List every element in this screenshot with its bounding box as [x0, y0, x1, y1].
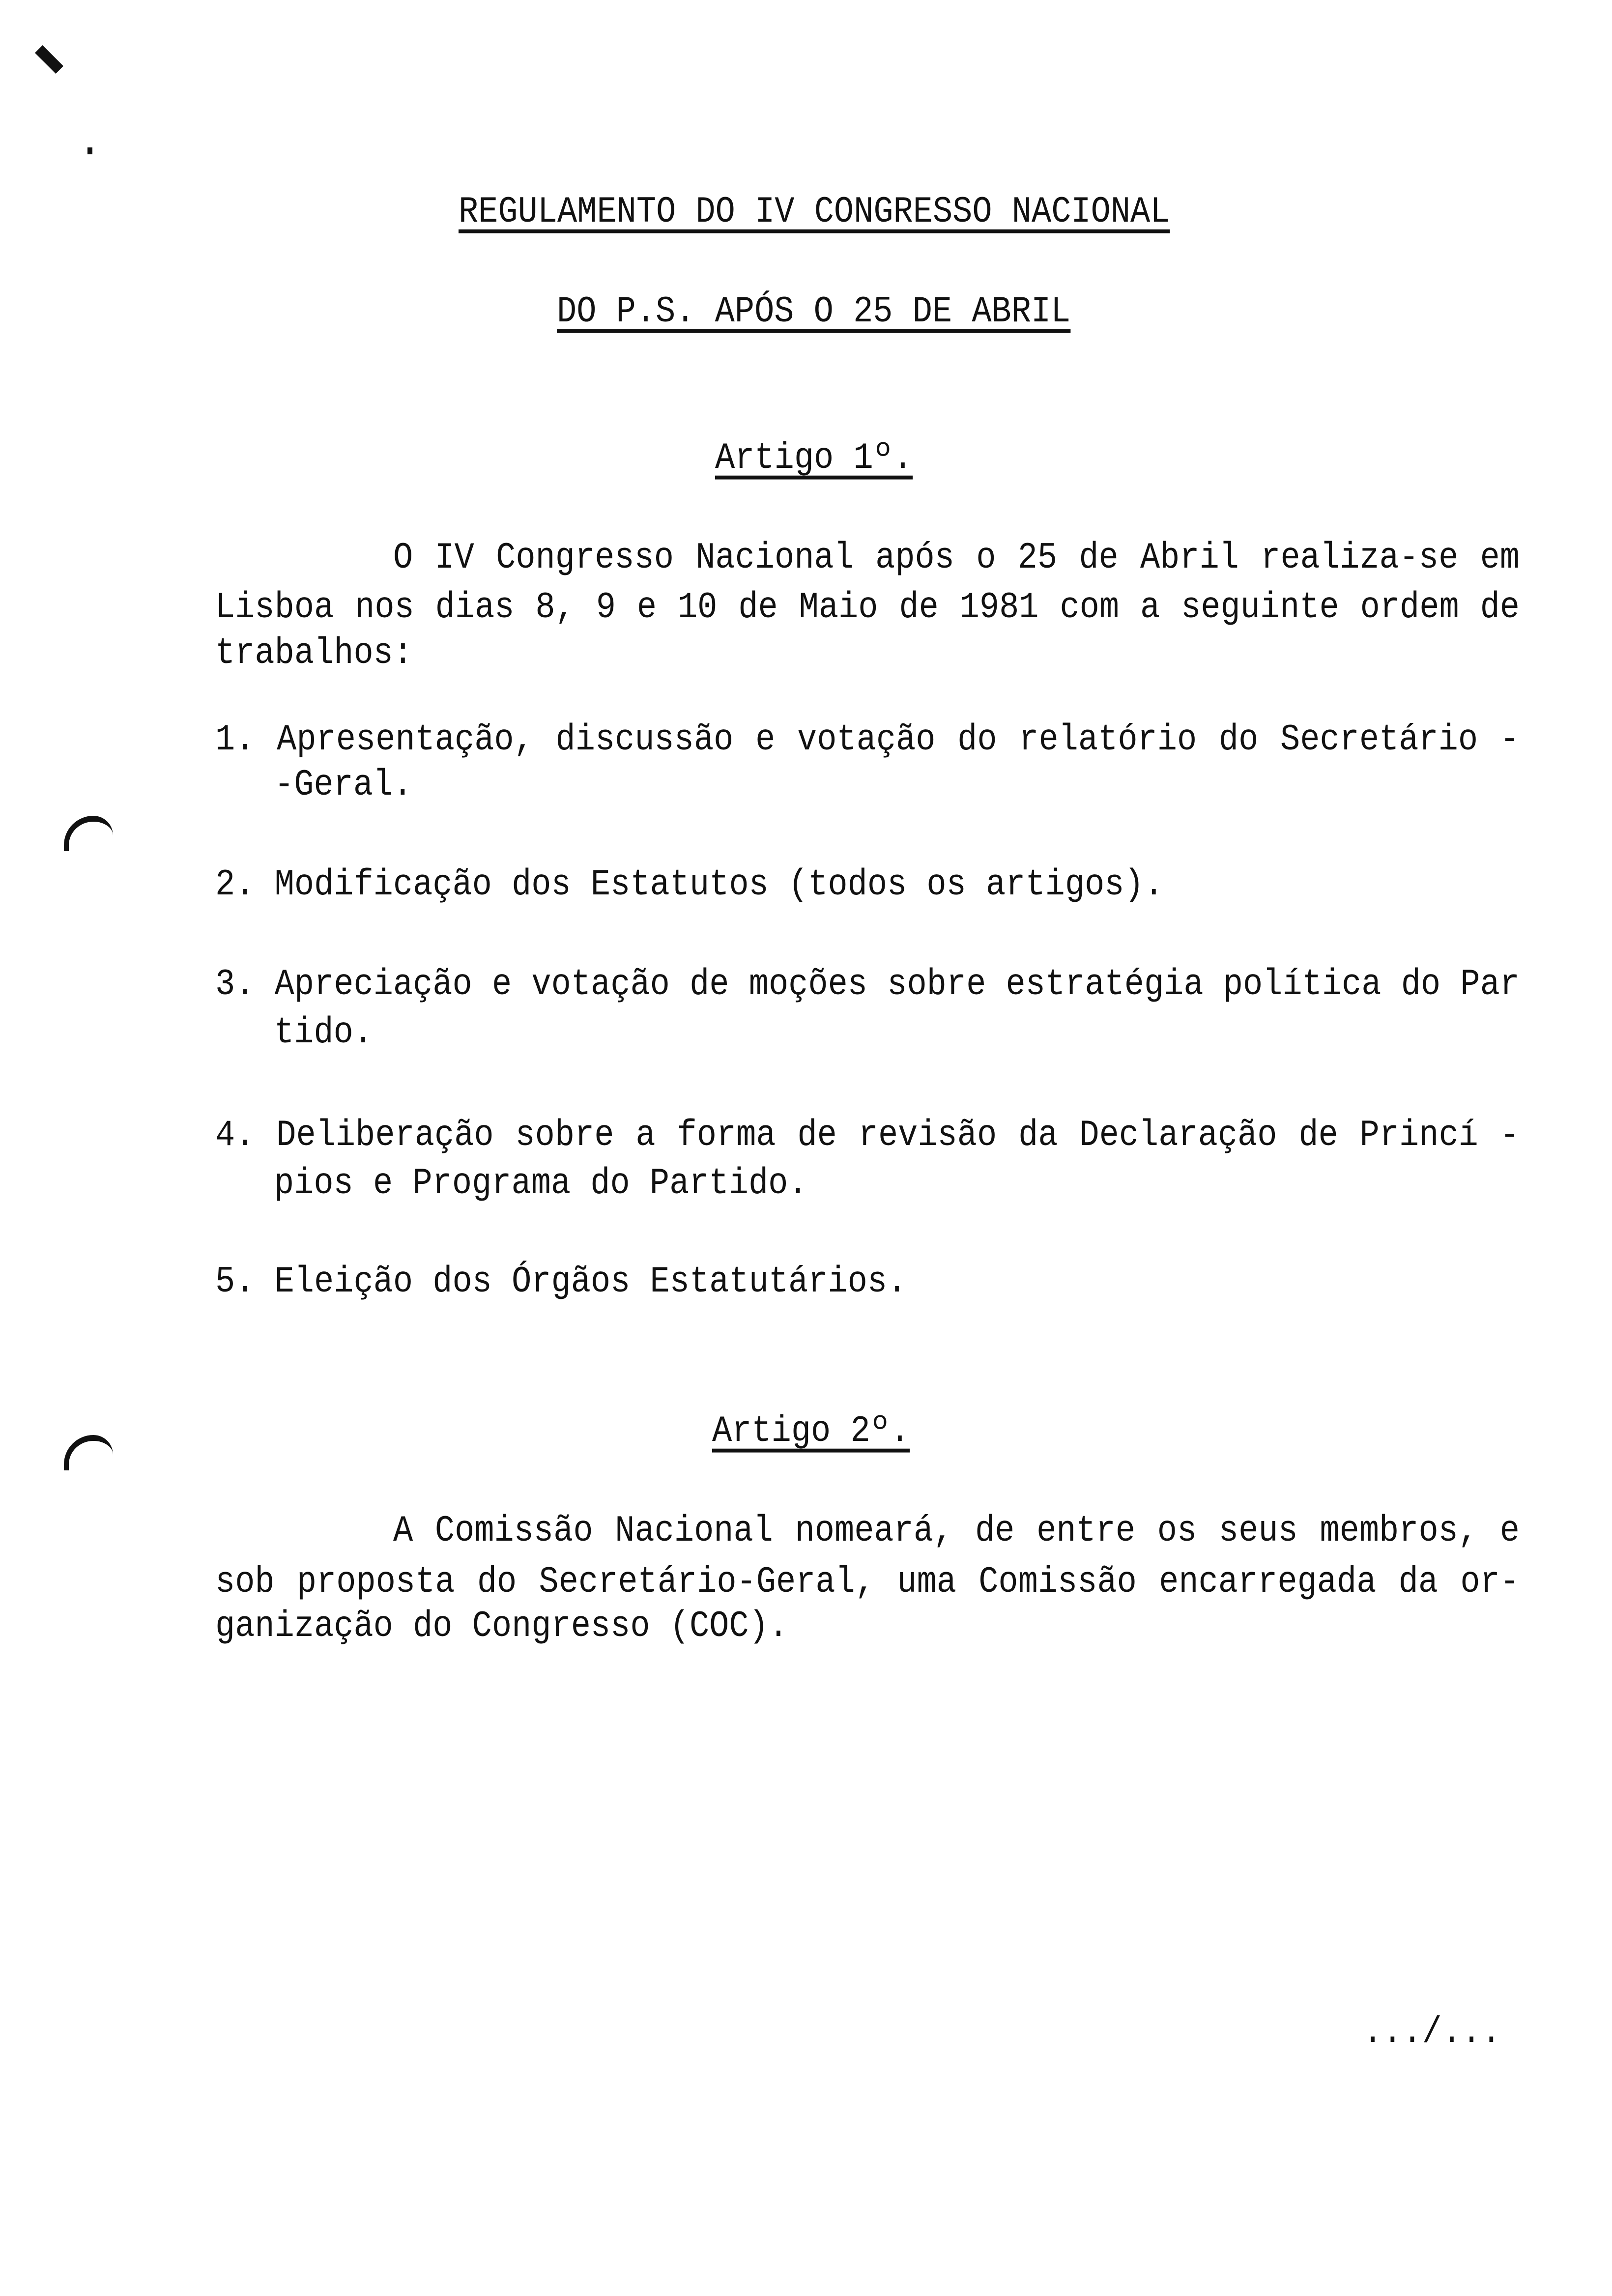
- article-2-body-line: ganização do Congresso (COC).: [215, 1606, 788, 1648]
- article-2-body-line: sob proposta do Secretário-Geral, uma Comissão encarregada da or-: [215, 1561, 1520, 1604]
- article-1-intro-line: Lisboa nos dias 8, 9 e 10 de Maio de 1981 com a seguinte ordem de: [215, 587, 1520, 629]
- agenda-item-3-cont: tido.: [274, 1012, 374, 1054]
- agenda-item-3: 3. Apreciação e votação de moções sobre estratégia política do Par: [215, 964, 1520, 1006]
- article-1-heading: Artigo 1º.: [715, 437, 913, 480]
- agenda-item-1: 1. Apresentação, discussão e votação do relatório do Secretário -: [215, 719, 1520, 761]
- article-1-intro-line: trabalhos:: [215, 632, 413, 675]
- agenda-item-5: 5. Eleição dos Órgãos Estatutários.: [215, 1261, 907, 1303]
- scan-mark: [64, 1435, 113, 1470]
- continuation-mark: .../...: [1363, 2011, 1501, 2054]
- agenda-item-1-cont: -Geral.: [274, 764, 413, 806]
- agenda-item-2: 2. Modificação dos Estatutos (todos os artigos).: [215, 864, 1164, 906]
- agenda-item-4: 4. Deliberação sobre a forma de revisão da Declaração de Princí -: [215, 1115, 1520, 1157]
- scan-mark: [35, 45, 63, 74]
- document-title-line-2: DO P.S. APÓS O 25 DE ABRIL: [557, 291, 1071, 333]
- document-title-line-1: REGULAMENTO DO IV CONGRESSO NACIONAL: [459, 191, 1170, 233]
- scan-mark: [64, 816, 113, 851]
- agenda-item-4-cont: pios e Programa do Partido.: [274, 1163, 808, 1205]
- article-1-intro-line: O IV Congresso Nacional após o 25 de Abril realiza-se em: [393, 537, 1520, 579]
- scan-mark: [87, 147, 92, 154]
- article-2-body-line: A Comissão Nacional nomeará, de entre os seus membros, e: [393, 1510, 1520, 1552]
- article-2-heading: Artigo 2º.: [712, 1410, 910, 1453]
